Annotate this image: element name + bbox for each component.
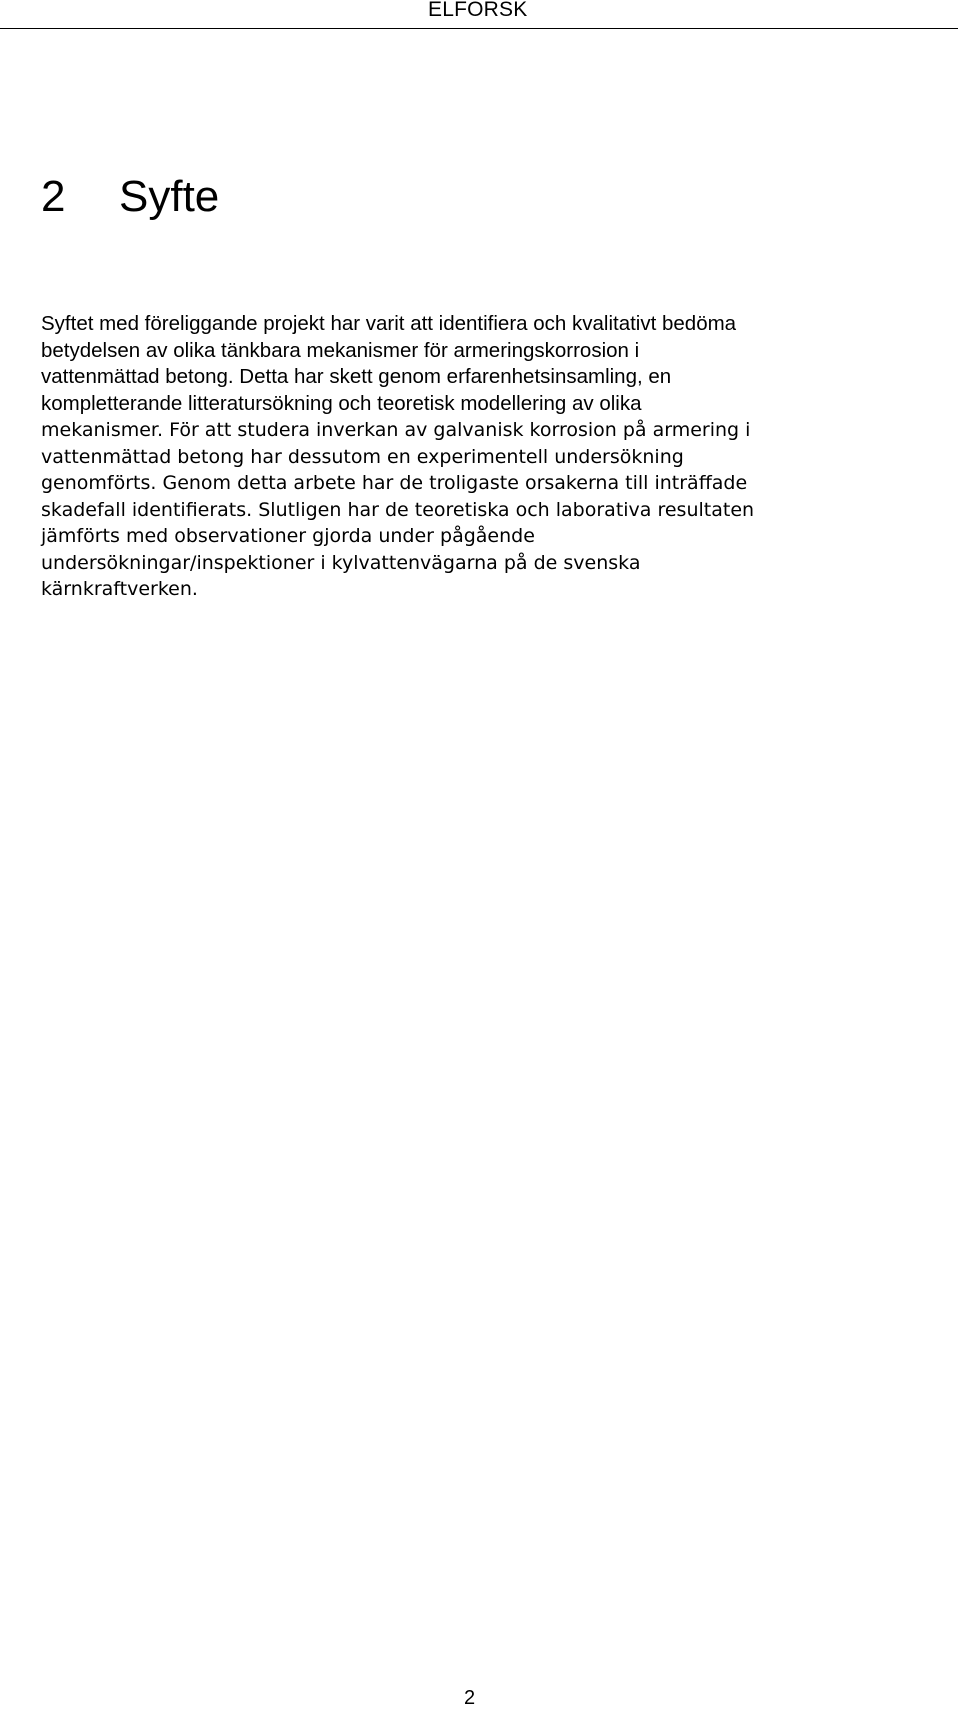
paragraph-line: jämförts med observationer gjorda under pågående (41, 525, 535, 547)
section-number: 2 (41, 172, 66, 221)
section-title: Syfte (119, 172, 220, 221)
page-number: 2 (464, 1687, 476, 1709)
paragraph-line: undersökningar/inspektioner i kylvattenvägarna på de svenska (41, 551, 641, 574)
paragraph-line: mekanismer. För att studera inverkan av galvanisk korrosion på armering i (41, 419, 751, 441)
paragraph-line: vattenmättad betong har dessutom en experimentell undersökning (41, 445, 684, 468)
paragraph-line: kärnkraftverken. (41, 578, 198, 600)
paragraph-line: vattenmättad betong. Detta har skett genom erfarenhetsinsamling, en (41, 365, 672, 388)
paragraph-line: kompletterande litteratursökning och teoretisk modellering av olika (41, 391, 642, 415)
paragraph-line: genomförts. Genom detta arbete har de troligaste orsakerna till inträffade (41, 472, 748, 494)
header-title: ELFORSK (428, 0, 528, 21)
paragraph-line: skadefall identifierats. Slutligen har de teoretiska och laborativa resultaten (41, 498, 755, 521)
body-paragraph (41, 311, 911, 603)
page-header (0, 0, 958, 29)
paragraph-line: Syftet med föreliggande projekt har varit att identifiera och kvalitativt bedöma (41, 312, 737, 335)
section-heading (41, 168, 219, 226)
paragraph-line: betydelsen av olika tänkbara mekanismer för armeringskorrosion i (41, 338, 640, 362)
